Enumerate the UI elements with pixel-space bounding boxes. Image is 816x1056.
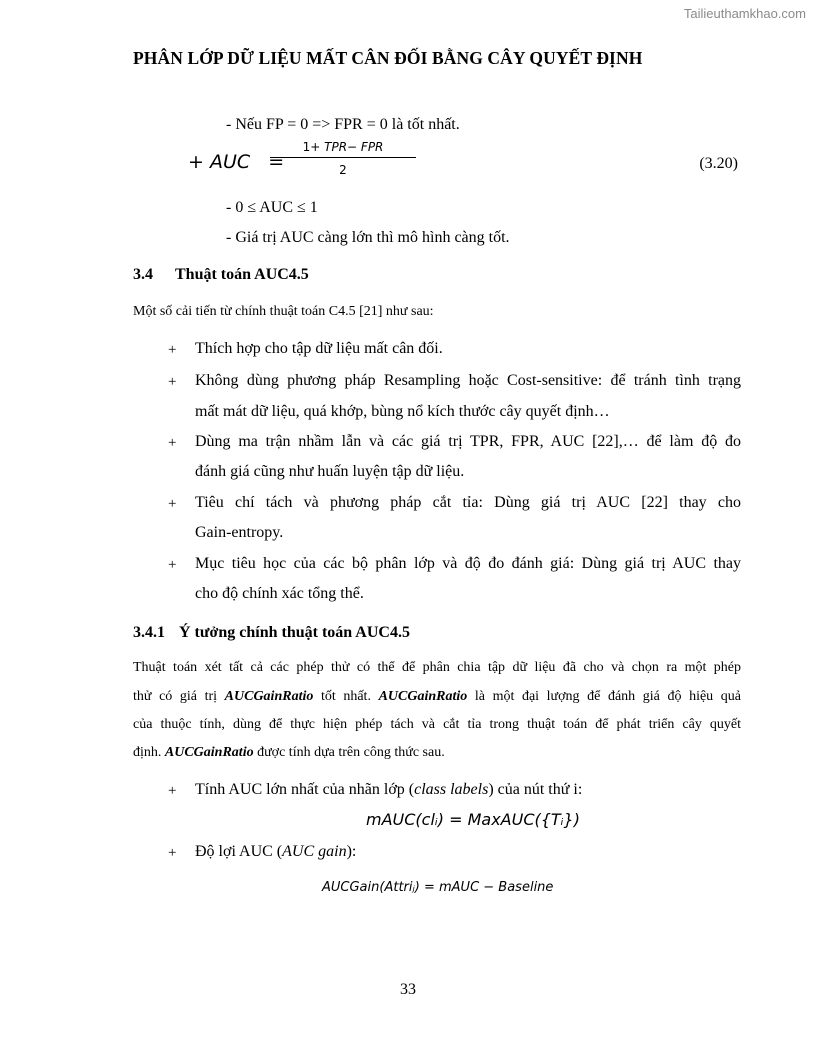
section-heading-3-4 (133, 266, 309, 284)
fp-line: - Nếu FP = 0 => FPR = 0 là tốt nhất. (226, 116, 460, 133)
paragraph-line-2-c: là một đại lượng để đánh giá độ hiệu quả (467, 689, 742, 704)
section-heading-3-4-1 (133, 624, 410, 642)
bullet-max-auc-em: class labels (414, 781, 489, 798)
bullet-auc-gain (195, 843, 356, 861)
fraction-denominator: 2 (339, 163, 347, 177)
emphasis-aucgainratio: AUCGainRatio (164, 745, 254, 760)
equation-number: (3.20) (699, 155, 738, 172)
bullet-3-line2: đánh giá cũng như huấn luyện tập dữ liệu. (195, 463, 465, 480)
bullet-2-line2: mất mát dữ liệu, quá khớp, bùng nổ kích thước cây quyết định… (195, 403, 610, 420)
watermark: Tailieuthamkhao.com (683, 6, 806, 21)
paragraph-line-1: Thuật toán xét tất cả các phép thử có thể để phân chia tập dữ liệu đã cho và chọn ra một phép (133, 660, 741, 675)
paragraph-line-4 (133, 745, 741, 761)
formula-mauc: mAUC(clᵢ) = MaxAUC({Tᵢ}) (366, 810, 580, 829)
numerator-one: 1+ (302, 140, 321, 154)
subsection-title: Ý tưởng chính thuật toán AUC4.5 (179, 624, 410, 641)
plus-bullet-icon: + (168, 435, 177, 451)
section-title: Thuật toán AUC4.5 (175, 266, 309, 283)
plus-bullet-icon: + (168, 557, 177, 573)
bullet-max-auc (195, 781, 582, 799)
paragraph-line-4-b: được tính dựa trên công thức sau. (253, 745, 445, 760)
subsection-number: 3.4.1 (133, 624, 165, 641)
paragraph-line-2-a: thử có giá trị (133, 689, 225, 704)
numerator-rest: TPR− FPR (324, 140, 384, 154)
section-intro: Một số cải tiến từ chính thuật toán C4.5 [21] như sau: (133, 304, 434, 319)
bullet-5-line2: cho độ chính xác tổng thể. (195, 585, 364, 602)
bullet-2-line1: Không dùng phương pháp Resampling hoặc Cost-sensitive: để tránh tình trạng (195, 372, 741, 389)
equation-plus: + (188, 151, 204, 173)
paragraph-line-3: của thuộc tính, dùng để thực hiện phép tách và cắt tỉa trong thuật toán để phát triển cây quyết (133, 717, 741, 732)
bullet-auc-gain-a: Độ lợi AUC ( (195, 843, 283, 860)
plus-bullet-icon: + (168, 374, 177, 390)
paragraph-line-2 (133, 689, 741, 705)
plus-bullet-icon: + (168, 342, 177, 358)
emphasis-aucgainratio: AUCGainRatio (378, 689, 468, 704)
plus-bullet-icon: + (168, 783, 177, 799)
bullet-3-line1: Dùng ma trận nhầm lẫn và các giá trị TPR, FPR, AUC [22],… để làm độ đo (195, 433, 741, 450)
section-number: 3.4 (133, 266, 153, 283)
bullet-5-line1: Mục tiêu học của các bộ phân lớp và độ đo đánh giá: Dùng giá trị AUC thay (195, 555, 741, 572)
bullet-1-line1: Thích hợp cho tập dữ liệu mất cân đối. (195, 340, 443, 357)
formula-aucgain: AUCGain(Attriⱼ) = mAUC − Baseline (322, 880, 554, 895)
bullet-4-line2: Gain-entropy. (195, 524, 284, 541)
bullet-4-line1: Tiêu chí tách và phương pháp cắt tỉa: Dùng giá trị AUC [22] thay cho (195, 494, 741, 511)
equation-var: AUC (209, 151, 251, 173)
document-title: PHÂN LỚP DỮ LIỆU MẤT CÂN ĐỐI BẰNG CÂY QUYẾT ĐỊNH (133, 48, 643, 68)
auc-bound-line: - 0 ≤ AUC ≤ 1 (226, 199, 318, 216)
plus-bullet-icon: + (168, 496, 177, 512)
emphasis-aucgainratio: AUCGainRatio (224, 689, 314, 704)
bullet-max-auc-b: ) của nút thứ i: (488, 781, 583, 798)
bullet-auc-gain-em: AUC gain (282, 843, 347, 860)
paragraph-line-4-a: định. (133, 745, 165, 760)
paragraph-line-2-b: tốt nhất. (313, 689, 379, 704)
plus-bullet-icon: + (168, 845, 177, 861)
equation-fraction (270, 140, 416, 177)
equation-equals: = (268, 151, 285, 173)
page-number: 33 (400, 981, 416, 998)
bullet-max-auc-a: Tính AUC lớn nhất của nhãn lớp ( (195, 781, 415, 798)
fraction-numerator (270, 140, 416, 158)
auc-bigger-line: - Giá trị AUC càng lớn thì mô hình càng tốt. (226, 229, 510, 246)
bullet-auc-gain-b: ): (346, 843, 357, 860)
